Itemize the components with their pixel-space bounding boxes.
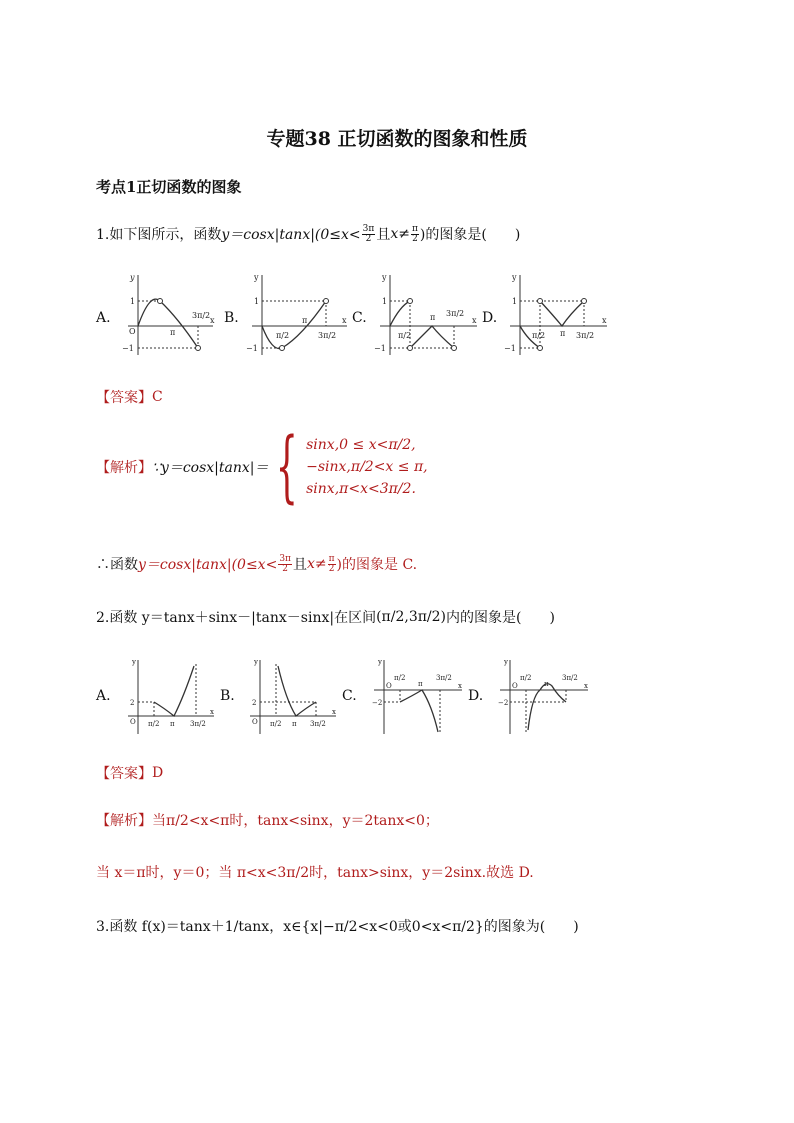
q1c-x-label: x: [472, 316, 477, 325]
q2b-origin: O: [252, 718, 258, 726]
q2b-3pi2: 3π/2: [310, 720, 326, 728]
q2d-pi2: π/2: [520, 674, 532, 682]
q2-answer-label: 【答案】: [96, 766, 152, 782]
q1c-neg1: −1: [374, 344, 386, 353]
q1-conclusion-formula: y＝cosx|tanx|(0≤x<: [138, 557, 278, 573]
section-heading: 考点1正切函数的图象: [96, 178, 242, 196]
q2b-x-label: x: [332, 708, 336, 716]
q1d-x-label: x: [602, 316, 607, 325]
q1-analysis-label: 【解析】: [96, 460, 152, 476]
q1-graph-c: [372, 270, 482, 360]
q1-option-a: A.: [96, 310, 111, 326]
q2-analysis-line-2: [96, 862, 534, 882]
q1b-x-label: x: [342, 316, 347, 325]
q1d-y-label: y: [512, 273, 517, 282]
q2a-pi2: π/2: [148, 720, 160, 728]
q2b-two: 2: [252, 699, 257, 707]
q2-option-b: B.: [220, 688, 235, 704]
q2-graphs: [96, 656, 596, 736]
q2c-x-label: x: [458, 682, 462, 690]
q2b-y-label: y: [254, 658, 258, 666]
q2-graph-c: [366, 656, 466, 736]
q1-xneq: x≠: [390, 226, 410, 242]
q1-option-d: D.: [482, 310, 498, 326]
q2b-pi: π: [292, 720, 297, 728]
q1-concl-and: 且: [292, 557, 307, 573]
q2d-3pi2: 3π/2: [562, 674, 578, 682]
q1b-neg1: −1: [246, 344, 258, 353]
q2-prefix: 2.函数 y＝tanx＋sinx－|tanx－sinx|在区间: [96, 610, 377, 626]
q2d-y-label: y: [504, 658, 508, 666]
q1b-y-label: y: [254, 273, 259, 282]
q1b-one: 1: [254, 297, 260, 306]
q3-text: 3.函数 f(x)＝tanx＋1/tanx，x∈{x|−π/2<x<0或0<x<π/2}的图象为( ): [96, 919, 579, 935]
q2-analysis-label: 【解析】: [96, 813, 152, 829]
q1-suffix: )的图象是( ): [419, 227, 521, 243]
q1-graph-d: [502, 270, 612, 360]
q1a-pi: π: [170, 328, 176, 337]
q2-analysis-line-1: [96, 810, 439, 830]
q2-graph-d: [492, 656, 592, 736]
q1c-y-label: y: [382, 273, 387, 282]
q1c-3pi2: 3π/2: [446, 309, 465, 318]
q2-answer-value: D: [152, 765, 164, 781]
brace-icon: {: [276, 422, 299, 512]
q1-case-3: sinx,π<x<3π/2.: [306, 481, 416, 497]
q1-answer-value: C: [152, 389, 163, 405]
q2a-origin: O: [130, 718, 136, 726]
q1d-pi: π: [560, 329, 566, 338]
q2a-x-label: x: [210, 708, 214, 716]
q1-conclusion: [96, 554, 417, 574]
q1-option-c: C.: [352, 310, 367, 326]
q2c-pi: π: [418, 680, 423, 688]
question-3: [96, 916, 579, 936]
q1a-x-label: x: [210, 316, 215, 325]
q1b-pi2: π/2: [276, 331, 290, 340]
q1-concl-xneq: x≠: [306, 556, 327, 572]
q1-frac-3pi2: $\frac{3\pi}{2}$: [362, 223, 375, 244]
q1-option-b: B.: [224, 310, 239, 326]
page-title: 专题38 正切函数的图象和性质: [266, 128, 528, 150]
q1-graph-b: [242, 270, 352, 360]
q1-frac-pi2: $\frac{\pi}{2}$: [411, 223, 418, 244]
question-2: [96, 607, 555, 627]
q1-case-2: −sinx,π/2<x ≤ π,: [306, 459, 428, 475]
q1d-neg1: −1: [504, 344, 516, 353]
q1a-one: 1: [130, 297, 136, 306]
q2c-3pi2: 3π/2: [436, 674, 452, 682]
q1d-pi2: π/2: [532, 331, 546, 340]
q1-prefix: 1.如下图所示，函数: [96, 227, 222, 243]
q1-and: 且: [376, 227, 391, 243]
q1a-origin: O: [129, 327, 136, 336]
q2b-pi2: π/2: [270, 720, 282, 728]
q1-formula: y＝cosx|tanx|(0≤x<: [221, 227, 361, 243]
q2a-two: 2: [130, 699, 135, 707]
q1d-3pi2: 3π/2: [576, 331, 595, 340]
q2-option-d: D.: [468, 688, 484, 704]
q1-analysis: [96, 422, 428, 512]
q1-analysis-lead: ∵y＝cosx|tanx|＝: [152, 460, 269, 476]
q2-interval: (π/2,3π/2): [376, 609, 447, 625]
question-1: [96, 224, 520, 244]
q1c-pi2: π/2: [398, 331, 412, 340]
q1-conclusion-suffix: )的图象是 C.: [336, 557, 418, 573]
q1d-one: 1: [512, 297, 518, 306]
q2-suffix: 内的图象是( ): [446, 610, 555, 626]
q1-conclusion-prefix: ∴函数: [96, 557, 138, 573]
q1a-3pi2: 3π/2: [192, 311, 211, 320]
q1-cases: [306, 437, 428, 497]
q2d-origin: O: [512, 682, 518, 690]
q2-graph-a: [118, 656, 218, 736]
q2c-pi2: π/2: [394, 674, 406, 682]
q2-analysis-1: 当π/2<x<π时，tanx<sinx，y＝2tanx<0；: [152, 813, 439, 829]
q1a-y-label: y: [130, 273, 135, 282]
q2-analysis-2: 当 x＝π时，y＝0；当 π<x<3π/2时，tanx>sinx，y＝2sinx.故选 D.: [96, 865, 534, 881]
q2-answer: [96, 763, 163, 783]
q1-answer: [96, 387, 163, 407]
q1-graphs: [96, 270, 616, 360]
q1-answer-label: 【答案】: [96, 390, 152, 406]
q2d-pi: π: [544, 680, 549, 688]
q1b-3pi2: 3π/2: [318, 331, 337, 340]
q2d-neg2: −2: [498, 699, 509, 707]
q1-concl-frac-3pi2: $\frac{3\pi}{2}$: [279, 553, 291, 574]
q1c-pi: π: [430, 313, 436, 322]
q1b-pi: π: [302, 316, 308, 325]
q2-option-a: A.: [96, 688, 111, 704]
q2a-pi: π: [170, 720, 175, 728]
q2-graph-b: [240, 656, 340, 736]
q2c-neg2: −2: [372, 699, 383, 707]
q1-concl-frac-pi2: $\frac{\pi}{2}$: [328, 553, 335, 574]
q1-graph-a: [118, 270, 218, 360]
q2c-origin: O: [386, 682, 392, 690]
q2c-y-label: y: [378, 658, 382, 666]
q2d-x-label: x: [584, 682, 588, 690]
q2a-3pi2: 3π/2: [190, 720, 206, 728]
q1c-one: 1: [382, 297, 388, 306]
q2a-y-label: y: [132, 658, 136, 666]
q1-case-1: sinx,0 ≤ x<π/2,: [306, 437, 416, 453]
q2-option-c: C.: [342, 688, 357, 704]
q1a-neg1: −1: [122, 344, 134, 353]
